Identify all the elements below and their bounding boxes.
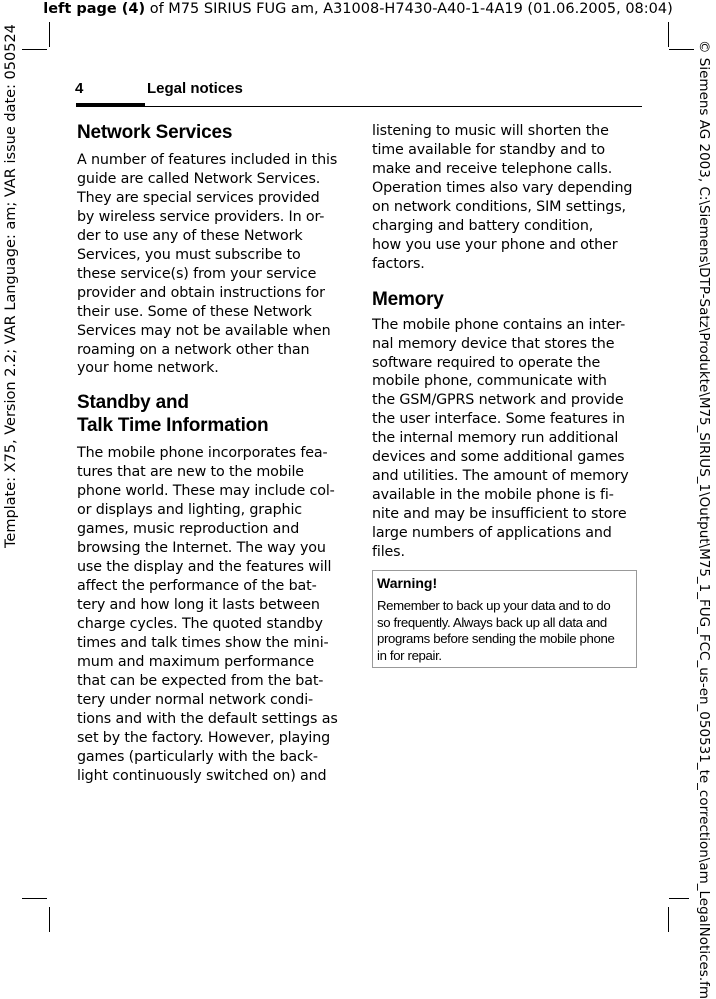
- text-line: their use. Some of these Network: [77, 303, 312, 320]
- crop-mark: [668, 907, 669, 932]
- document-source-line: [0, 1, 716, 17]
- warning-text: [377, 598, 632, 664]
- text-line: charging and battery condition,: [372, 217, 594, 234]
- text-line: browsing the Internet. The way you: [77, 540, 326, 557]
- memory-heading: Memory: [372, 288, 444, 310]
- network-services-paragraph: [77, 151, 347, 378]
- crop-mark: [669, 49, 694, 50]
- text-line: roaming on a network other than: [77, 341, 310, 358]
- text-line: set by the factory. However, playing: [77, 729, 331, 746]
- text-line: They are special services provided: [77, 189, 320, 206]
- document-id: of M75 SIRIUS FUG am, A31008-H7430-A40-1-4A19 (01.06.2005, 08:04): [145, 1, 673, 17]
- right-column: [372, 121, 642, 562]
- heading-line: Standby and: [77, 392, 189, 414]
- text-line: so frequently. Always back up all data and: [377, 614, 607, 630]
- text-line: software required to operate the: [372, 354, 601, 371]
- text-line: The mobile phone incorporates fea-: [77, 445, 328, 462]
- text-line: Services, you must subscribe to: [77, 246, 301, 263]
- text-line: use the display and the features will: [77, 559, 332, 576]
- standby-talk-time-heading: [77, 391, 347, 437]
- text-line: files.: [372, 544, 405, 561]
- text-line: provider and obtain instructions for: [77, 284, 325, 301]
- warning-box: [372, 570, 637, 668]
- text-line: make and receive telephone calls.: [372, 160, 613, 177]
- text-line: available in the mobile phone is fi-: [372, 487, 614, 504]
- text-line: The mobile phone contains an inter-: [372, 316, 626, 333]
- text-line: on network conditions, SIM settings,: [372, 198, 626, 215]
- warning-title: Warning!: [377, 575, 438, 591]
- crop-mark: [22, 49, 47, 50]
- text-line: nite and may be insufficient to store: [372, 506, 627, 523]
- text-line: and utilities. The amount of memory: [372, 468, 629, 485]
- text-line: listening to music will shorten the: [372, 123, 609, 139]
- text-line: light continuously switched on) and: [77, 767, 327, 784]
- text-line: your home network.: [77, 360, 219, 377]
- text-line: devices and some additional games: [372, 449, 625, 466]
- text-line: Remember to back up your data and to do: [377, 598, 611, 613]
- text-line: mum and maximum performance: [77, 653, 314, 670]
- text-line: or displays and lighting, graphic: [77, 502, 302, 519]
- text-line: guide are called Network Services.: [77, 170, 321, 187]
- text-line: in for repair.: [377, 647, 442, 663]
- running-header-title: Legal notices: [147, 80, 243, 97]
- copyright-path-text: © Siemens AG 2003, C:\Siemens\DTP-Satz\Produkte\M75_SIRIUS_1\Output\M75_1_FUG_FCC_us-en_050531_te_correction\am_LegalNotices.fm: [696, 40, 712, 999]
- crop-mark: [668, 22, 669, 47]
- text-line: large numbers of applications and: [372, 525, 612, 542]
- crop-mark: [49, 22, 50, 47]
- text-line: mobile phone, communicate with: [372, 373, 607, 390]
- page-number: 4: [75, 80, 84, 97]
- text-line: games (particularly with the back-: [77, 748, 318, 765]
- crop-mark: [22, 898, 47, 899]
- text-line: factors.: [372, 255, 425, 272]
- standby-paragraph: [77, 444, 347, 785]
- text-line: A number of features included in this: [77, 152, 338, 168]
- left-column: [77, 121, 347, 786]
- text-line: tures that are new to the mobile: [77, 464, 304, 481]
- text-line: games, music reproduction and: [77, 521, 300, 538]
- header-rule: [76, 106, 642, 107]
- text-line: times and talk times show the mini-: [77, 634, 329, 651]
- page-side-label: left page (4): [43, 1, 146, 17]
- copyright-path-note: [690, 40, 716, 999]
- text-line: these service(s) from your service: [77, 265, 317, 282]
- heading-line: Talk Time Information: [77, 415, 269, 437]
- text-line: how you use your phone and other: [372, 236, 618, 253]
- text-line: nal memory device that stores the: [372, 335, 615, 352]
- text-line: the GSM/GPRS network and provide: [372, 392, 624, 409]
- text-line: affect the performance of the bat-: [77, 578, 317, 595]
- crop-mark: [49, 907, 50, 932]
- text-line: charge cycles. The quoted standby: [77, 616, 323, 633]
- text-line: by wireless service providers. In or-: [77, 208, 325, 225]
- text-line: phone world. These may include col-: [77, 483, 335, 500]
- text-line: Services may not be available when: [77, 322, 331, 339]
- text-line: the user interface. Some features in: [372, 411, 625, 428]
- memory-paragraph: [372, 316, 642, 562]
- template-note-text: Template: X75, Version 2.2; VAR Language: am; VAR issue date: 050524: [3, 24, 19, 548]
- standby-paragraph-continued: [372, 122, 642, 274]
- text-line: the internal memory run additional: [372, 430, 619, 447]
- template-note: [0, 8, 24, 568]
- network-services-heading: Network Services: [77, 122, 233, 143]
- text-line: that can be expected from the bat-: [77, 672, 324, 689]
- text-line: programs before sending the mobile phone: [377, 631, 615, 646]
- crop-mark: [669, 898, 689, 899]
- text-line: tery under normal network condi-: [77, 691, 314, 708]
- text-line: der to use any of these Network: [77, 227, 303, 244]
- text-line: time available for standby and to: [372, 141, 606, 158]
- text-line: Operation times also vary depending: [372, 179, 633, 196]
- text-line: tions and with the default settings as: [77, 710, 338, 727]
- text-line: tery and how long it lasts between: [77, 597, 320, 614]
